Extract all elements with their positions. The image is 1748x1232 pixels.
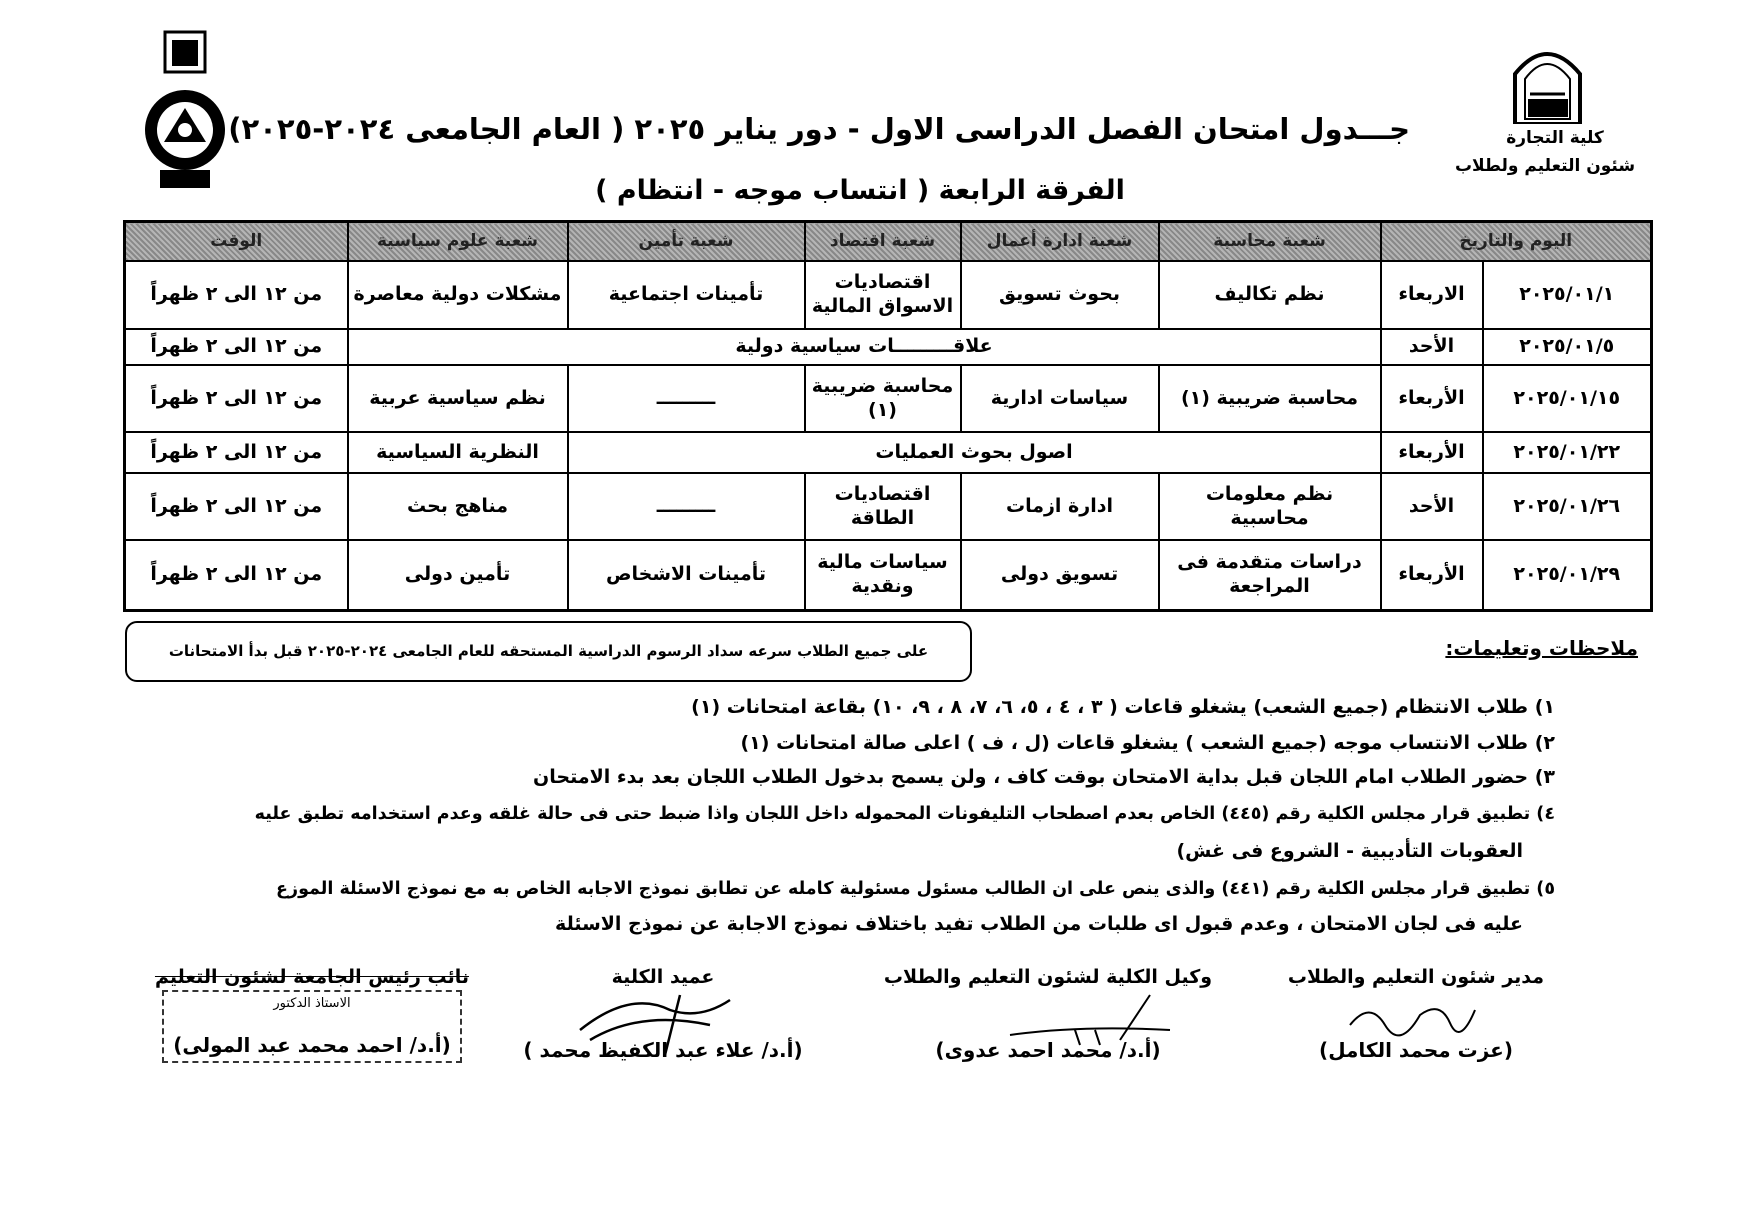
note-item-continuation: عليه فى لجان الامتحان ، وعدم قبول اى طلبات من الطلاب تفيد باختلاف نموذج الاجابة عن نموذج الاسئلة (555, 913, 1523, 935)
day-cell: الأربعاء (1381, 432, 1483, 473)
economics-cell: اقتصاديات الاسواق المالية (805, 261, 961, 329)
date-cell: ٢٠٢٥/٠١/٢٦ (1483, 473, 1652, 540)
merged-subject-cell: علاقـــــــــات سياسية دولية (348, 329, 1381, 365)
signature-title: وكيل الكلية لشئون التعليم والطلاب (883, 966, 1213, 988)
accounting-cell: نظم تكاليف (1159, 261, 1381, 329)
day-cell: الأربعاء (1381, 365, 1483, 432)
accounting-cell: دراسات متقدمة فى المراجعة (1159, 540, 1381, 610)
signature-scribble (570, 980, 740, 1060)
signature-name: (أ.د/ علاء عبد الكفيظ محمد ) (523, 1038, 803, 1062)
insurance-cell: ـــــــــ (568, 473, 805, 540)
time-cell: من ١٢ الى ٢ ظهراً (125, 540, 348, 610)
day-cell: الأحد (1381, 329, 1483, 365)
signature-title: عميد الكلية (611, 966, 715, 988)
page-subtitle: الفرقة الرابعة ( انتساب موجه - انتظام ) (595, 175, 1125, 206)
political-cell: النظرية السياسية (348, 432, 568, 473)
fees-notice-box: على جميع الطلاب سرعه سداد الرسوم الدراسية المستحقه للعام الجامعى ٢٠٢٤-٢٠٢٥ قبل بدأ الامتحانات (125, 621, 972, 682)
department-name: شئون التعليم ولطلاب (1454, 156, 1636, 176)
date-cell: ٢٠٢٥/٠١/٢٢ (1483, 432, 1652, 473)
signature-scribble (1000, 990, 1180, 1050)
business-cell: سياسات ادارية (961, 365, 1159, 432)
note-item: ٥) تطبيق قرار مجلس الكلية رقم (٤٤١) والذى ينص على ان الطالب مسئول مسئولية كامله عن تطابق نموذج الاجابه الخاص به مع نموذج الاسئلة الموزع (276, 879, 1555, 899)
insurance-cell: تأمينات الاشخاص (568, 540, 805, 610)
day-cell: الاربعاء (1381, 261, 1483, 329)
table-header-row (125, 222, 1652, 262)
date-cell: ٢٠٢٥/٠١/٥ (1483, 329, 1652, 365)
note-item-continuation: العقوبات التأديبية - الشروع فى غش) (1176, 840, 1523, 862)
exam-schedule-table (123, 220, 1653, 612)
date-cell: ٢٠٢٥/٠١/١ (1483, 261, 1652, 329)
time-cell: من ١٢ الى ٢ ظهراً (125, 329, 348, 365)
political-cell: نظم سياسية عربية (348, 365, 568, 432)
business-cell: تسويق دولى (961, 540, 1159, 610)
insurance-cell: تأمينات اجتماعية (568, 261, 805, 329)
university-emblem-left (140, 30, 230, 195)
economics-cell: اقتصاديات الطاقة (805, 473, 961, 540)
column-header-political: شعبة علوم سياسية (348, 222, 568, 262)
signature-name: (أ.د/ احمد محمد عبد المولى) (173, 1033, 451, 1057)
page-title: جـــدول امتحان الفصل الدراسى الاول - دور يناير ٢٠٢٥ ( العام الجامعى ٢٠٢٤-٢٠٢٥) (228, 112, 1410, 146)
note-item: ١) طلاب الانتظام (جميع الشعب) يشغلو قاعات ( ٣ ، ٤ ، ٥، ٦، ٧، ٨ ، ٩، ١٠) بقاعة امتحانات (١) (691, 696, 1555, 718)
date-cell: ٢٠٢٥/٠١/١٥ (1483, 365, 1652, 432)
business-cell: ادارة ازمات (961, 473, 1159, 540)
table-row (125, 261, 1652, 329)
merged-subject-cell: اصول بحوث العمليات (568, 432, 1381, 473)
column-header-date: اليوم والتاريخ (1381, 222, 1652, 262)
official-stamp (162, 990, 462, 1063)
day-cell: الأحد (1381, 473, 1483, 540)
political-cell: مشكلات دولية معاصرة (348, 261, 568, 329)
column-header-insurance: شعبة تأمين (568, 222, 805, 262)
college-name: كلية التجارة (1506, 128, 1604, 148)
accounting-cell: نظم معلومات محاسبية (1159, 473, 1381, 540)
accounting-cell: محاسبة ضريبية (١) (1159, 365, 1381, 432)
table-row (125, 329, 1652, 365)
table-row (125, 540, 1652, 610)
note-item: ٢) طلاب الانتساب موجه (جميع الشعب ) يشغلو قاعات (ل ، ف ) اعلى صالة امتحانات (١) (740, 732, 1555, 754)
column-header-time: الوقت (125, 222, 348, 262)
day-cell: الأربعاء (1381, 540, 1483, 610)
signature-scribble (1340, 995, 1480, 1040)
table-row (125, 473, 1652, 540)
note-item: ٤) تطبيق قرار مجلس الكلية رقم (٤٤٥) الخاص بعدم اصطحاب التليفونات المحموله داخل اللجان واذا ضبط حتى فى حالة غلقه وعدم استخدامه تطبق عليه (254, 804, 1555, 824)
signature-name: (عزت محمد الكامل) (1319, 1038, 1513, 1062)
signature-title: نائب رئيس الجامعة لشئون التعليم (154, 966, 470, 988)
note-item: ٣) حضور الطلاب امام اللجان قبل بداية الامتحان بوقت كاف ، ولن يسمح بدخول الطلاب اللجان بعد بدء الامتحان (533, 766, 1555, 788)
insurance-cell: ـــــــــ (568, 365, 805, 432)
time-cell: من ١٢ الى ٢ ظهراً (125, 473, 348, 540)
political-cell: مناهج بحث (348, 473, 568, 540)
date-cell: ٢٠٢٥/٠١/٢٩ (1483, 540, 1652, 610)
table-row (125, 365, 1652, 432)
time-cell: من ١٢ الى ٢ ظهراً (125, 432, 348, 473)
signature-title: مدير شئون التعليم والطلاب (1287, 966, 1545, 988)
column-header-accounting: شعبة محاسبة (1159, 222, 1381, 262)
time-cell: من ١٢ الى ٢ ظهراً (125, 261, 348, 329)
economics-cell: محاسبة ضريبية (١) (805, 365, 961, 432)
stamp-text: الاستاذ الدكتور (273, 996, 351, 1011)
signature-block-vice-president (142, 966, 482, 1063)
time-cell: من ١٢ الى ٢ ظهراً (125, 365, 348, 432)
political-cell: تأمين دولى (348, 540, 568, 610)
notes-heading: ملاحظات وتعليمات: (1445, 636, 1638, 660)
university-logo-right (1500, 39, 1595, 124)
column-header-business: شعبة ادارة أعمال (961, 222, 1159, 262)
business-cell: بحوث تسويق (961, 261, 1159, 329)
economics-cell: سياسات مالية ونقدية (805, 540, 961, 610)
signature-name: (أ.د/ محمد احمد عدوى) (935, 1038, 1161, 1062)
table-row (125, 432, 1652, 473)
column-header-economics: شعبة اقتصاد (805, 222, 961, 262)
